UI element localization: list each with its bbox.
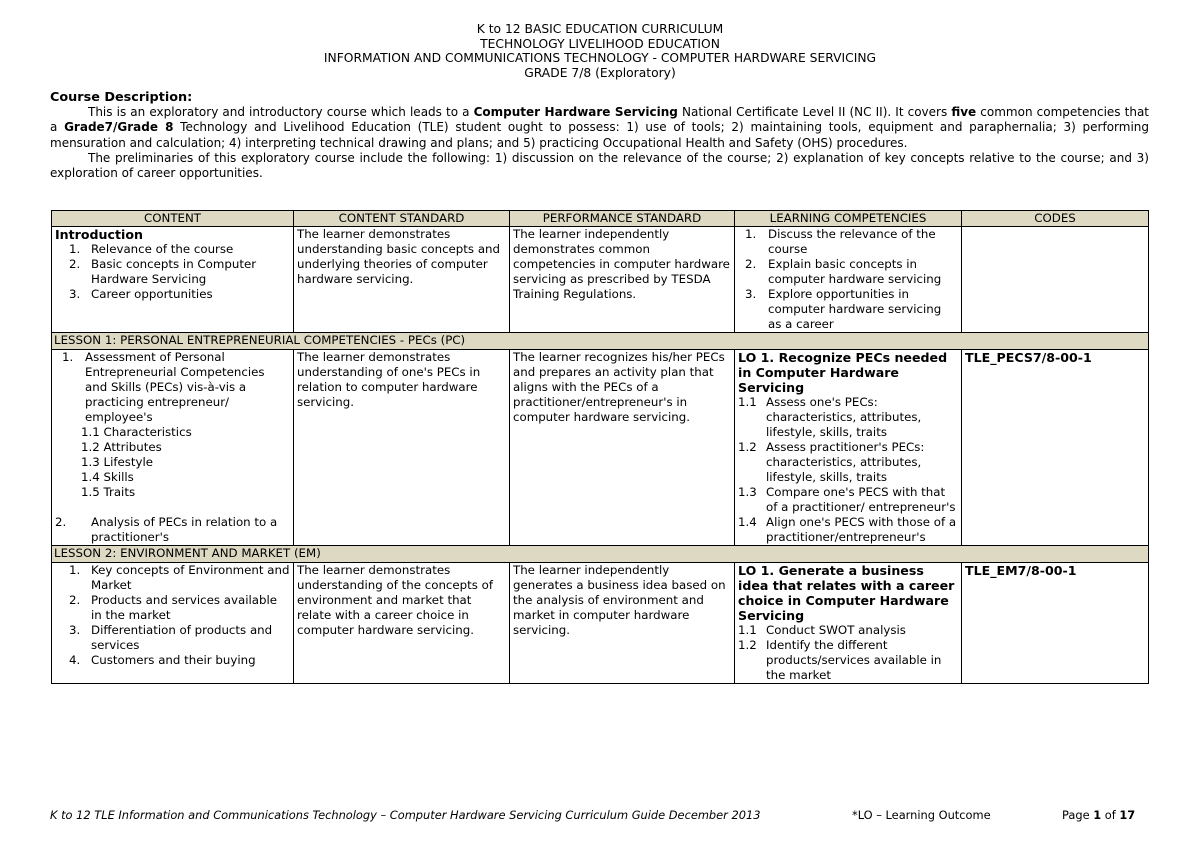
lesson-1-content-list (55, 350, 290, 425)
sub-item: 1.5 Traits (81, 485, 136, 499)
sub-item: 1.1 Characteristics (81, 425, 192, 439)
lesson-1-content-list-2 (55, 515, 290, 545)
list-item-text: Discuss the relevance of the course (768, 227, 936, 256)
list-item-text: Align one's PECS with those of a practitioner/entrepreneur's (766, 515, 957, 544)
lesson-2-code: TLE_EM7/8-00-1 (962, 563, 1149, 684)
lesson-1-competencies-cell (735, 350, 962, 546)
lesson-1-code: TLE_PECS7/8-00-1 (962, 350, 1149, 546)
header-line-2: TECHNOLOGY LIVELIHOOD EDUCATION (480, 36, 720, 51)
intro-content-standard: The learner demonstrates understanding basic concepts and underlying theories of computer hardware servicing. (294, 227, 510, 333)
list-item: 1. Key concepts of Environment and Market (69, 563, 290, 592)
footer-page-number (1062, 808, 1135, 822)
sub-item: 1.2 Attributes (81, 440, 162, 454)
page-label: Page (1062, 808, 1094, 822)
list-item: 1. Relevance of the course (69, 242, 234, 256)
list-item: 1.2 Assess practitioner's PECs: characteristics, attributes, lifestyle, skills, traits (738, 440, 925, 484)
desc-bold: five (951, 105, 977, 120)
list-item: 1. Assessment of Personal Entrepreneurial Competencies and Skills (PECs) vis-à-vis a practicing entrepreneur/ employee's (62, 350, 265, 424)
lesson-2-title: LESSON 2: ENVIRONMENT AND MARKET (EM) (52, 546, 1149, 563)
course-description (50, 90, 1149, 181)
page-total: 17 (1119, 808, 1136, 822)
lesson-2-content-list (55, 563, 290, 668)
document-header (0, 22, 1200, 80)
list-item-text: Assessment of Personal Entrepreneurial Competencies and Skills (PECs) vis-à-vis a practicing entrepreneur/ employee's (85, 350, 265, 424)
list-item: 3. Career opportunities (69, 287, 213, 301)
list-item-text: Differentiation of products and services (91, 623, 273, 652)
desc-text: National Certificate Level II (NC II). It covers (677, 105, 952, 120)
list-item: 3. Explore opportunities in computer hardware servicing as a career (745, 287, 942, 331)
list-item: 1.2 Identify the different products/services available in the market (738, 638, 942, 682)
sub-item: 1.3 Lifestyle (81, 455, 154, 469)
course-description-label: Course Description: (50, 90, 193, 105)
list-item-text: Identify the different products/services available in the market (766, 638, 942, 682)
lesson-2-lo-title: LO 1. Generate a business idea that relates with a career choice in Computer Hardware Servicing (738, 563, 955, 623)
description-paragraph-1 (50, 105, 1149, 151)
col-header-content-standard: CONTENT STANDARD (294, 211, 510, 227)
list-item: 1.4 Align one's PECS with those of a practitioner/entrepreneur's (738, 515, 957, 544)
list-item: 1.1 Conduct SWOT analysis (738, 623, 906, 637)
lesson-1-content-standard: The learner demonstrates understanding of one's PECs in relation to computer hardware servicing. (294, 350, 510, 546)
list-item: 4. Customers and their buying (69, 653, 256, 667)
desc-bold: Grade7/Grade 8 (64, 120, 174, 135)
grade-label: GRADE 7/8 (524, 65, 592, 80)
list-item-text: Compare one's PECS with that of a practitioner/ entrepreneur's (766, 485, 956, 514)
col-header-performance-standard: PERFORMANCE STANDARD (510, 211, 735, 227)
lesson-1-heading-row (52, 333, 1149, 350)
lesson-1-performance-standard: The learner recognizes his/her PECs and prepares an activity plan that aligns with the PECs of a practitioner/entrepreneur's in computer hardware servicing. (510, 350, 735, 546)
page-current: 1 (1093, 808, 1102, 822)
lesson-2-heading-row (52, 546, 1149, 563)
col-header-content: CONTENT (52, 211, 294, 227)
list-item: 2. Explain basic concepts in computer hardware servicing (745, 257, 942, 286)
col-header-learning-competencies: LEARNING COMPETENCIES (735, 211, 962, 227)
intro-competencies-cell (735, 227, 962, 333)
list-item: 1.3 Compare one's PECS with that of a practitioner/ entrepreneur's (738, 485, 956, 514)
list-item-text: Key concepts of Environment and Market (91, 563, 290, 592)
intro-content-cell (52, 227, 294, 333)
list-item-text: Customers and their buying (91, 653, 256, 667)
list-item-text: Career opportunities (91, 287, 213, 301)
page-of: of (1101, 808, 1120, 822)
lesson-2-competency-list (738, 623, 958, 683)
intro-code (962, 227, 1149, 333)
list-item: 3. Differentiation of products and services (69, 623, 273, 652)
footer-guide-title: K to 12 TLE Information and Communications Technology – Computer Hardware Servicing Curriculum Guide December 2013 (50, 808, 761, 822)
lesson-1-sublist (55, 425, 290, 500)
desc-text: common competencies that a (50, 105, 1150, 135)
intro-performance-standard: The learner independently demonstrates common competencies in computer hardware servicing as prescribed by TESDA Training Regulations. (510, 227, 735, 333)
list-item-text: Assess practitioner's PECs: characteristics, attributes, lifestyle, skills, traits (766, 440, 925, 484)
col-header-codes: CODES (962, 211, 1149, 227)
intro-content-list (55, 242, 290, 302)
list-item-text: Products and services available in the market (91, 593, 278, 622)
list-item: 2. Basic concepts in Computer Hardware Servicing (69, 257, 257, 286)
lesson-1-content-cell (52, 350, 294, 546)
list-item: 1.1 Assess one's PECs: characteristics, attributes, lifestyle, skills, traits (738, 395, 922, 439)
curriculum-table (51, 210, 1149, 684)
table-row-lesson-1 (52, 350, 1149, 546)
header-line-4 (0, 66, 1200, 81)
list-item-text: Basic concepts in Computer Hardware Servicing (91, 257, 257, 286)
desc-text: This is an exploratory and introductory course which leads to a (88, 105, 474, 120)
intro-competency-list (738, 227, 958, 332)
list-item-text: Conduct SWOT analysis (766, 623, 906, 637)
list-item-text: Explain basic concepts in computer hardware servicing (768, 257, 942, 286)
table-header-row (52, 211, 1149, 227)
list-item-text: Analysis of PECs in relation to a practitioner's (91, 515, 278, 544)
table-row-lesson-2 (52, 563, 1149, 684)
lesson-2-competencies-cell (735, 563, 962, 684)
grade-paren: (Exploratory) (595, 65, 676, 80)
lesson-1-lo-title: LO 1. Recognize PECs needed in Computer Hardware Servicing (738, 350, 948, 395)
list-item-text: Relevance of the course (91, 242, 234, 256)
desc-bold: Computer Hardware Servicing (473, 105, 678, 120)
footer-lo-note: *LO – Learning Outcome (852, 808, 991, 822)
header-line-3: INFORMATION AND COMMUNICATIONS TECHNOLOGY - COMPUTER HARDWARE SERVICING (323, 51, 877, 66)
table-row-introduction (52, 227, 1149, 333)
description-paragraph-2: The preliminaries of this exploratory course include the following: 1) discussion on the relevance of the course; 2) explanation of key concepts relative to the course; and 3) exploration of career opportunities. (50, 150, 1149, 181)
list-item: 1. Discuss the relevance of the course (745, 227, 936, 256)
list-item-text: Explore opportunities in computer hardware servicing as a career (768, 287, 942, 331)
sub-item: 1.4 Skills (81, 470, 134, 484)
lesson-2-performance-standard: The learner independently generates a business idea based on the analysis of environment and market in computer hardware servicing. (510, 563, 735, 684)
lesson-1-title: LESSON 1: PERSONAL ENTREPRENEURIAL COMPETENCIES - PECs (PC) (52, 333, 1149, 350)
desc-text: Technology and Livelihood Education (TLE) student ought to possess: 1) use of tools; 2) maintaining tools, equipment and paraphernalia; 3) performing mensuration and calculation; 4) interpreting technical drawing and plans; and 5) practicing Occupational Health and Safety (OHS) procedures. (50, 120, 1150, 150)
lesson-2-content-standard: The learner demonstrates understanding of the concepts of environment and market that relate with a career choice in computer hardware servicing. (294, 563, 510, 684)
list-item: 2. Analysis of PECs in relation to a practitioner's (55, 515, 278, 544)
header-line-1: K to 12 BASIC EDUCATION CURRICULUM (476, 22, 724, 36)
lesson-1-competency-list (738, 395, 958, 545)
intro-title: Introduction (55, 227, 143, 242)
lesson-2-content-cell (52, 563, 294, 684)
list-item-text: Assess one's PECs: characteristics, attributes, lifestyle, skills, traits (766, 395, 922, 439)
list-item: 2. Products and services available in the market (69, 593, 278, 622)
